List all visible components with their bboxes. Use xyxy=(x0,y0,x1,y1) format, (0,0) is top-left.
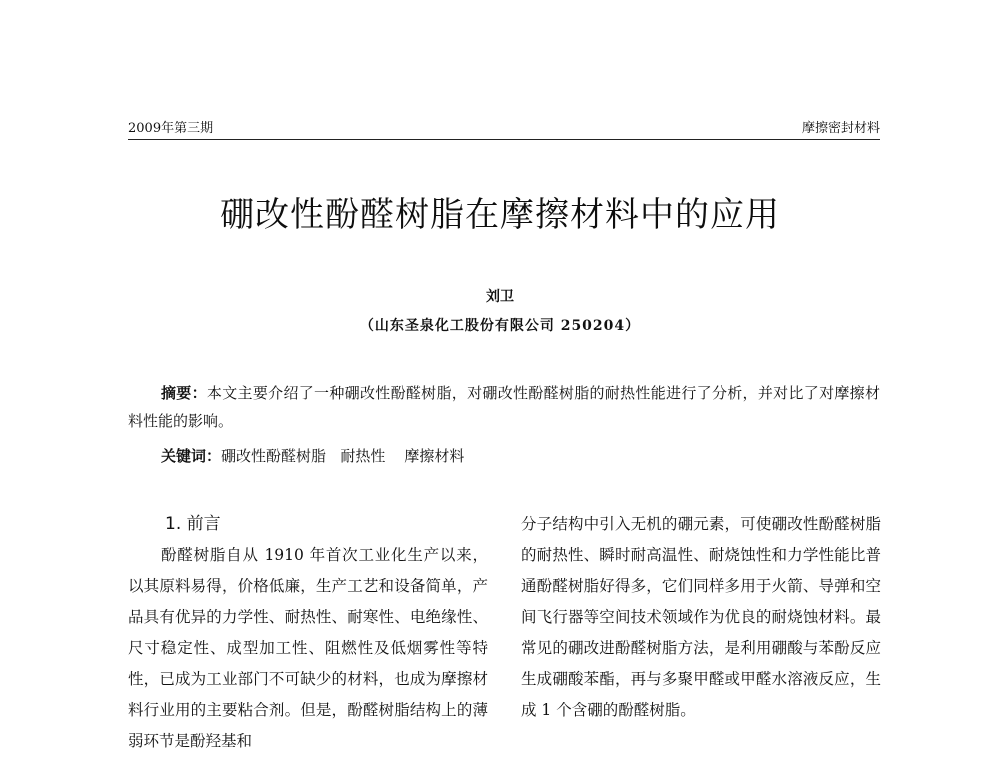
running-header xyxy=(128,117,880,140)
article-title: 硼改性酚醛树脂在摩擦材料中的应用 xyxy=(220,195,780,235)
body-paragraph-right: 分子结构中引入无机的硼元素，可使硼改性酚醛树脂的耐热性、瞬时耐高温性、耐烧蚀性和力学性能比普通酚醛树脂好得多，它们同样多用于火箭、导弹和空间飞行器等空间技术领域作为优良的耐烧蚀材料。最常见的硼改进酚醛树脂方法，是利用硼酸与苯酚反应生成硼酸苯酯，再与多聚甲醛或甲醛水溶液反应，生成 1 个含硼的酚醛树脂。 xyxy=(521,515,881,719)
section-heading: 1. 前言 xyxy=(165,514,221,534)
keywords-text: 硼改性酚醛树脂 耐热性 摩擦材料 xyxy=(221,447,465,465)
keywords xyxy=(161,442,861,470)
keywords-label: 关键词： xyxy=(161,447,222,465)
abstract xyxy=(128,379,880,435)
article-author: 刘卫 xyxy=(486,289,514,305)
right-column xyxy=(521,509,881,726)
body-paragraph-left: 酚醛树脂自从 1910 年首次工业化生产以来，以其原料易得，价格低廉，生产工艺和设备简单，产品具有优异的力学性、耐热性、耐寒性、电绝缘性、尺寸稳定性、成型加工性、阻燃性及低烟雾性等特性，已成为工业部门不可缺少的材料，也成为摩擦材料行业用的主要粘合剂。但是，酚醛树脂结构上的薄弱环节是酚羟基和 xyxy=(128,546,488,750)
issue-label: 2009年第三期 xyxy=(128,121,214,136)
left-column xyxy=(128,509,488,757)
abstract-text: 本文主要介绍了一种硼改性酚醛树脂，对硼改性酚醛树脂的耐热性能进行了分析，并对比了对摩擦材料性能的影响。 xyxy=(128,384,880,430)
abstract-label: 摘要： xyxy=(161,384,207,402)
author-affiliation: （山东圣泉化工股份有限公司 250204） xyxy=(359,318,641,334)
journal-name: 摩擦密封材料 xyxy=(801,121,880,136)
